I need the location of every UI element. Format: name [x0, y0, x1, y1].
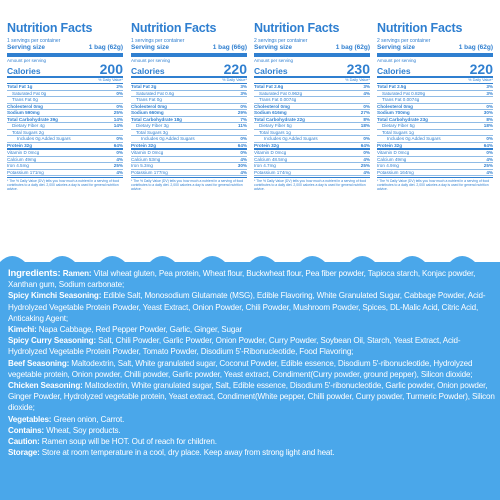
- nutrient-percent: 25%: [360, 163, 370, 168]
- nutrient-label: Total Sugars 2g: [12, 129, 44, 135]
- chicken-text: Maltodextrin, White granulated sugar, Salt, Edible essence, Disodium 5'-ribonucleotide, Garlic powder, Onion powder, Ginger Powder, Hydrolyzed vegetable protein, Yeast extract, Condiment(White pepper, Chilli powder, Curry powder, Turmeric Powder), Silicon dioxide;: [8, 381, 495, 413]
- calories-label: Calories: [254, 66, 288, 76]
- servings-per-container: 1 servings per container: [7, 38, 61, 44]
- nutrient-label: Includes 0g Added Sugars: [264, 136, 318, 141]
- spicy-kimchi-label: Spicy Kimchi Seasoning:: [8, 291, 102, 301]
- servings-per-container: 2 servings per container: [377, 38, 431, 44]
- nutrient-percent: 4%: [363, 156, 370, 162]
- nutrient-row: [254, 143, 370, 151]
- nutrient-label: Cholesterol 0mg: [377, 103, 413, 109]
- nutrient-percent: 14%: [113, 123, 123, 128]
- nutrient-percent: 14%: [113, 116, 123, 122]
- nutrient-percent: 0%: [116, 136, 123, 141]
- storage-text: Store at room temperature in a cool, dry place. Keep away from strong light and heat.: [39, 448, 335, 458]
- nutrient-label: Saturated Fat 0g: [12, 90, 47, 96]
- nutrient-percent: 4%: [363, 90, 370, 96]
- nutrition-title: Nutrition Facts: [7, 21, 93, 35]
- daily-value-footnote: * The % Daily Value (DV) tells you how much a nutrient in a serving of food contributes to a daily diet. 2,000 calories a day is used for general nutrition advice.: [7, 177, 123, 191]
- nutrient-label: Includes 0g Added Sugars: [387, 136, 441, 141]
- serving-size-value: 1 bag (62g): [88, 44, 123, 51]
- nutrient-percent: 0%: [240, 136, 247, 141]
- nutrient-label: Cholesterol 0mg: [7, 103, 43, 109]
- nutrient-row: [131, 143, 247, 151]
- nutrition-title: Nutrition Facts: [131, 21, 217, 35]
- nutrient-label: Total Carbohydrate 22g: [254, 116, 305, 122]
- nutrient-label: Protein 32g: [377, 142, 403, 148]
- nutrient-percent: 18%: [360, 123, 370, 128]
- calories-label: Calories: [377, 66, 411, 76]
- serving-size-row: [254, 44, 370, 57]
- nutrient-percent: 0%: [116, 150, 123, 155]
- nutrient-percent: 0%: [116, 90, 123, 96]
- nutrient-label: Trans Fat 0.0074g: [382, 97, 420, 102]
- nutrient-label: Protein 32g: [131, 142, 157, 148]
- calories-value: 220: [223, 61, 247, 77]
- nutrient-percent: 18%: [483, 123, 493, 128]
- kimchi-label: Kimchi:: [8, 325, 37, 335]
- nutrient-percent: 3%: [240, 84, 247, 89]
- nutrition-panel: [254, 22, 370, 244]
- calories-row: [131, 61, 247, 78]
- nutrient-label: Calcium 49mg: [377, 156, 407, 162]
- ingredients-heading: Ingredients:: [8, 268, 61, 279]
- nutrient-label: Includes 0g Added Sugars: [17, 136, 71, 141]
- nutrient-label: Potassium 177mg: [131, 169, 168, 175]
- calories-label: Calories: [7, 66, 41, 76]
- nutrient-percent: 64%: [483, 142, 493, 148]
- nutrient-percent: 11%: [238, 123, 247, 128]
- nutrient-label: Saturated Fat 0.829g: [382, 90, 426, 96]
- nutrient-percent: 4%: [486, 169, 493, 175]
- nutrient-label: Dietary Fiber 4g: [12, 123, 45, 128]
- serving-size-row: [7, 44, 123, 57]
- nutrient-label: Cholesterol 0mg: [131, 103, 167, 109]
- nutrient-label: Sodium 700mg: [377, 110, 410, 115]
- contains-label: Contains:: [8, 425, 44, 435]
- nutrient-percent: 0%: [363, 150, 370, 155]
- nutrient-label: Calcium 53mg: [131, 156, 161, 162]
- daily-value-footnote: * The % Daily Value (DV) tells you how much a nutrient in a serving of food contributes to a daily diet. 2,000 calories a day is used for general nutrition advice.: [377, 177, 493, 191]
- serving-size-label: Serving size: [7, 44, 45, 51]
- storage-label: Storage:: [8, 448, 40, 458]
- nutrient-label: Vitamin D 0mcg: [7, 150, 40, 155]
- nutrient-percent: 0%: [240, 150, 247, 155]
- nutrient-percent: 7%: [240, 116, 247, 122]
- nutrient-label: Trans Fat 0.0074g: [259, 97, 297, 102]
- calories-value: 220: [469, 61, 493, 77]
- calories-value: 200: [99, 61, 123, 77]
- nutrient-label: Potassium 171mg: [7, 169, 44, 175]
- nutrient-label: Total Carbohydrate 39g: [7, 116, 58, 122]
- ingredients-section: [0, 262, 500, 500]
- servings-per-container: 2 servings per container: [254, 38, 308, 44]
- serving-size-value: 1 bag (62g): [458, 44, 493, 51]
- nutrient-label: Total Carbohydrate 18g: [131, 116, 182, 122]
- nutrient-percent: 25%: [113, 110, 123, 115]
- nutrient-percent: 4%: [116, 169, 123, 175]
- nutrient-row: [377, 143, 493, 151]
- nutrition-title: Nutrition Facts: [254, 21, 340, 35]
- nutrient-label: Trans Fat 0g: [12, 97, 38, 102]
- nutrient-row: [377, 170, 493, 177]
- nutrition-title: Nutrition Facts: [377, 21, 463, 35]
- nutrient-row: [131, 170, 247, 177]
- kimchi-text: Napa Cabbage, Red Pepper Powder, Garlic, Ginger, Sugar: [36, 325, 243, 335]
- nutrient-percent: 4%: [240, 156, 247, 162]
- nutrient-percent: 0%: [363, 136, 370, 141]
- nutrient-label: Dietary Fiber 5g: [382, 123, 415, 128]
- nutrient-label: Total Sugars 1g: [382, 129, 414, 135]
- nutrient-percent: 3%: [486, 90, 493, 96]
- nutrient-label: Dietary Fiber 5g: [259, 123, 292, 128]
- nutrient-percent: 64%: [237, 142, 247, 148]
- daily-value-header: % Daily Value*: [131, 78, 247, 84]
- nutrient-label: Vitamin D 0mcg: [254, 150, 287, 155]
- nutrient-label: Total Fat 2g: [131, 84, 157, 89]
- nutrition-panel: [7, 22, 123, 244]
- nutrient-percent: 25%: [483, 163, 493, 168]
- vegetables-text: Green onion, Carrot.: [51, 414, 125, 424]
- nutrient-label: Sodium 660mg: [131, 110, 164, 115]
- amount-per-serving: Amount per serving: [131, 58, 171, 63]
- daily-value-header: % Daily Value*: [254, 78, 370, 84]
- amount-per-serving: Amount per serving: [254, 58, 294, 63]
- nutrient-label: Iron 4.7mg: [254, 163, 276, 168]
- nutrient-percent: 2%: [116, 84, 123, 89]
- nutrient-percent: 0%: [116, 103, 123, 109]
- caution-text: Ramen soup will be HOT. Out of reach for children.: [39, 437, 217, 447]
- nutrient-label: Total Fat 2.5g: [377, 84, 407, 89]
- nutrient-label: Total Carbohydrate 23g: [377, 116, 428, 122]
- nutrient-label: Iron 5.3mg: [131, 163, 153, 168]
- nutrient-percent: 8%: [486, 116, 493, 122]
- nutrient-percent: 64%: [113, 142, 123, 148]
- nutrient-percent: 3%: [240, 90, 247, 96]
- serving-size-row: [131, 44, 247, 57]
- nutrient-percent: 25%: [113, 163, 123, 168]
- nutrient-percent: 4%: [363, 169, 370, 175]
- serving-size-label: Serving size: [254, 44, 292, 51]
- nutrient-label: Iron 4.9mg: [377, 163, 399, 168]
- nutrient-label: Includes 0g Added Sugars: [141, 136, 195, 141]
- nutrient-percent: 8%: [363, 116, 370, 122]
- nutrient-percent: 29%: [237, 110, 247, 115]
- daily-value-header: % Daily Value*: [377, 78, 493, 84]
- nutrient-percent: 64%: [360, 142, 370, 148]
- nutrient-label: Vitamin D 0mcg: [131, 150, 164, 155]
- nutrient-label: Calcium 48.5mg: [254, 156, 288, 162]
- nutrient-label: Sodium 590mg: [7, 110, 40, 115]
- chicken-label: Chicken Seasoning:: [8, 381, 83, 391]
- nutrient-label: Calcium 49mg: [7, 156, 37, 162]
- amount-per-serving: Amount per serving: [377, 58, 417, 63]
- nutrient-label: Sodium 616mg: [254, 110, 287, 115]
- servings-per-container: 1 servings per container: [131, 38, 185, 44]
- nutrition-panel: [377, 22, 493, 244]
- calories-row: [254, 61, 370, 78]
- nutrient-label: Cholesterol 0mg: [254, 103, 290, 109]
- contains-text: Wheat, Soy products.: [43, 425, 121, 435]
- calories-value: 230: [346, 61, 370, 77]
- serving-size-value: 1 bag (62g): [335, 44, 370, 51]
- spicy-kimchi-text: Edible Salt, Monosodium Glutamate (MSG), Edible Flavoring, White Granulated Sugar, Cabbage Powder, Acid-Hydrolyzed Vegetable Protein Powder, Yeast Extract, Onion Powder, Chili Powder, Mushroom Powder, Spices, DL-Malic Acid, Citric Acid, Anticaking Agent;: [8, 291, 486, 323]
- nutrient-label: Protein 32g: [254, 142, 280, 148]
- nutrient-percent: 27%: [360, 110, 370, 115]
- nutrient-label: Total Fat 1g: [7, 84, 33, 89]
- nutrient-label: Total Sugars 1g: [259, 129, 291, 135]
- serving-size-label: Serving size: [131, 44, 169, 51]
- nutrient-label: Iron 4.5mg: [7, 163, 29, 168]
- daily-value-footnote: * The % Daily Value (DV) tells you how much a nutrient in a serving of food contributes to a daily diet. 2,000 calories a day is used for general nutrition advice.: [131, 177, 247, 191]
- nutrient-percent: 30%: [483, 110, 493, 115]
- serving-size-value: 1 bag (66g): [212, 44, 247, 51]
- nutrient-percent: 0%: [363, 103, 370, 109]
- spicy-curry-label: Spicy Curry Seasoning:: [8, 336, 97, 346]
- vegetables-label: Vegetables:: [8, 414, 52, 424]
- nutrient-percent: 0%: [486, 150, 493, 155]
- serving-size-label: Serving size: [377, 44, 415, 51]
- daily-value-header: % Daily Value*: [7, 78, 123, 84]
- nutrient-label: Protein 32g: [7, 142, 33, 148]
- calories-row: [377, 61, 493, 78]
- daily-value-footnote: * The % Daily Value (DV) tells you how much a nutrient in a serving of food contributes to a daily diet. 2,000 calories a day is used for general nutrition advice.: [254, 177, 370, 191]
- spicy-curry-text: Salt, Chili Powder, Garlic Powder, Onion Powder, Curry Powder, Soybean Oil, Starch, Yeast Extract, Acid-Hydrolyzed Vegetable Protein Powder, Tomato Powder, Disodium 5'-Ribonucleotide, Food Flavoring;: [8, 336, 461, 357]
- nutrient-label: Total Fat 2.6g: [254, 84, 284, 89]
- beef-label: Beef Seasoning:: [8, 358, 70, 368]
- beef-text: Maltodextrin, Salt, White granulated sugar, Coconut Powder, Edible essence, Disodium 5'-ribonucleotide, Hydrolyzed vegetable protein, Onion powder, Chilli powder, Garlic powder, Yeast extract, Condiment(Curry powder, ground pepper), Silicon dioxide;: [8, 358, 473, 379]
- nutrient-row: [7, 170, 123, 177]
- nutrient-label: Dietary Fiber 3g: [136, 123, 169, 128]
- nutrient-label: Saturated Fat 0.962g: [259, 90, 303, 96]
- calories-row: [7, 61, 123, 78]
- ingredients-text: [8, 268, 496, 458]
- nutrient-percent: 3%: [363, 84, 370, 89]
- nutrient-percent: 30%: [237, 163, 247, 168]
- amount-per-serving: Amount per serving: [7, 58, 47, 63]
- nutrient-label: Vitamin D 0mcg: [377, 150, 410, 155]
- nutrient-label: Potassium 174mg: [254, 169, 291, 175]
- nutrient-label: Potassium 164mg: [377, 169, 414, 175]
- nutrient-percent: 0%: [240, 103, 247, 109]
- nutrient-label: Trans Fat 0g: [136, 97, 162, 102]
- nutrition-panels: [7, 22, 493, 244]
- nutrition-panel: [131, 22, 247, 244]
- caution-label: Caution:: [8, 437, 40, 447]
- serving-size-row: [377, 44, 493, 57]
- nutrient-percent: 4%: [240, 169, 247, 175]
- nutrient-label: Saturated Fat 0.6g: [136, 90, 175, 96]
- nutrient-percent: 3%: [486, 84, 493, 89]
- nutrient-percent: 4%: [116, 156, 123, 162]
- nutrient-percent: 0%: [486, 136, 493, 141]
- nutrient-percent: 0%: [486, 103, 493, 109]
- calories-label: Calories: [131, 66, 165, 76]
- nutrient-percent: 4%: [486, 156, 493, 162]
- ramen-label: Ramen:: [62, 269, 92, 278]
- nutrient-row: [254, 170, 370, 177]
- ramen-text: Vital wheat gluten, Pea protein, Wheat flour, Buckwheat flour, Pea fiber powder, Tapioca starch, Konjac powder, Xanthan gum, Sodium carbonate;: [8, 269, 476, 290]
- nutrient-row: [7, 143, 123, 151]
- nutrient-label: Total Sugars 3g: [136, 129, 168, 135]
